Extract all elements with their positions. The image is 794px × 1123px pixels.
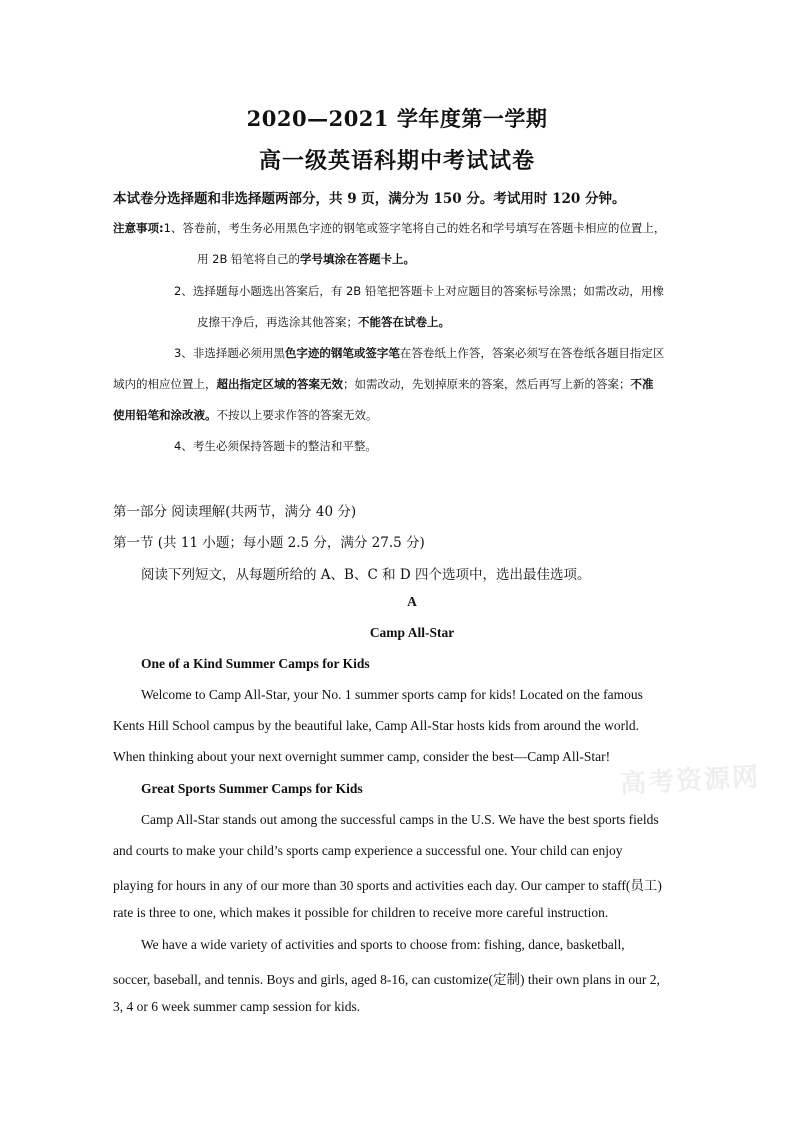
- paragraph3-line1: We have a wide variety of activities and sports to choose from: fishing, dance, basketball,: [141, 937, 625, 952]
- reading-instruction: 阅读下列短文，从每题所给的 A、B、C 和 D 四个选项中，选出最佳选项。: [141, 567, 591, 583]
- note-item-3b-bold: 超出指定区域的答案无效: [216, 377, 343, 391]
- subheading-great-sports: Great Sports Summer Camps for Kids: [141, 781, 363, 796]
- notes-line-3: 2、选择题每小题选出答案后，有 2B 铅笔把答题卡上对应题目的答案标号涂黑；如需改动，用橡: [174, 284, 664, 298]
- paragraph2-line2: and courts to make your child’s sports camp experience a successful one. Your child can enjoy: [113, 843, 623, 858]
- note-item-3a: 3、非选择题必须用黑: [174, 346, 285, 360]
- note-item-3c: 不按以上要求作答的答案无效。: [216, 408, 378, 422]
- paragraph3-line3: 3, 4 or 6 week summer camp session for kids.: [113, 999, 361, 1014]
- notes-line-8: 4、考生必须保持答题卡的整洁和平整。: [174, 439, 377, 453]
- paragraph2-line3: playing for hours in any of our more than 30 sports and activities each day. Our camper to staff(员工): [113, 878, 662, 893]
- paragraph1-line3: When thinking about your next overnight summer camp, consider the best—Camp All-Star!: [113, 749, 611, 764]
- notes-line-2: [197, 251, 415, 267]
- note-item-1b-bold: 学号填涂在答题卡上。: [300, 252, 416, 266]
- exam-title-year: 2020—2021 学年度第一学期: [246, 106, 548, 131]
- notes-line-4: [197, 314, 450, 330]
- subheading-one-of-a-kind: One of a Kind Summer Camps for Kids: [141, 656, 370, 671]
- exam-intro: 本试卷分选择题和非选择题两部分，共 9 页，满分为 150 分。考试用时 120 分钟。: [113, 191, 626, 207]
- notes-line-5: [174, 345, 664, 361]
- notes-line-7: [113, 407, 378, 423]
- note-item-1a: 1、答卷前，考生务必用黑色字迹的钢笔或签字笔将自己的姓名和学号填写在答题卡相应的位置上，: [163, 221, 666, 235]
- notes-label: 注意事项:: [113, 221, 164, 235]
- paragraph2-line1: Camp All-Star stands out among the successful camps in the U.S. We have the best sports fields: [141, 812, 659, 827]
- paragraph1-line2: Kents Hill School campus by the beautiful lake, Camp All-Star hosts kids from around the world.: [113, 718, 640, 733]
- passage-title: Camp All-Star: [369, 625, 455, 640]
- note-item-1b: 用 2B 铅笔将自己的: [197, 252, 301, 266]
- notes-line-6: [113, 376, 654, 392]
- paragraph1-line1: Welcome to Camp All-Star, your No. 1 summer sports camp for kids! Located on the famous: [141, 687, 643, 702]
- watermark: 高考资源网: [619, 762, 761, 800]
- exam-title: 高一级英语科期中考试试卷: [258, 148, 535, 174]
- note-item-2b: 皮擦干净后，再选涂其他答案；: [197, 315, 358, 329]
- note-item-3a-post: 在答卷纸上作答，答案必须写在答卷纸各题目指定区: [399, 346, 665, 360]
- note-item-3c-bold: 使用铅笔和涂改液。: [113, 408, 217, 422]
- notes-line-1: [113, 220, 665, 236]
- note-item-3b-bold2: 不准: [630, 377, 654, 391]
- note-item-3b: 域内的相应位置上，: [113, 377, 217, 391]
- part1-heading: 第一部分 阅读理解(共两节，满分 40 分): [113, 504, 357, 520]
- note-item-3a-bold: 色字迹的钢笔或签字笔: [284, 346, 400, 360]
- section1-heading: 第一节 (共 11 小题；每小题 2.5 分，满分 27.5 分): [113, 535, 425, 551]
- passage-letter: A: [407, 594, 417, 609]
- note-item-2b-bold: 不能答在试卷上。: [358, 315, 450, 329]
- paragraph3-line2: soccer, baseball, and tennis. Boys and girls, aged 8-16, can customize(定制) their own plans in our 2,: [113, 972, 660, 987]
- paragraph2-line4: rate is three to one, which makes it possible for children to receive more careful instruction.: [113, 905, 609, 920]
- note-item-3b-mid: ；如需改动，先划掉原来的答案，然后再写上新的答案；: [343, 377, 631, 391]
